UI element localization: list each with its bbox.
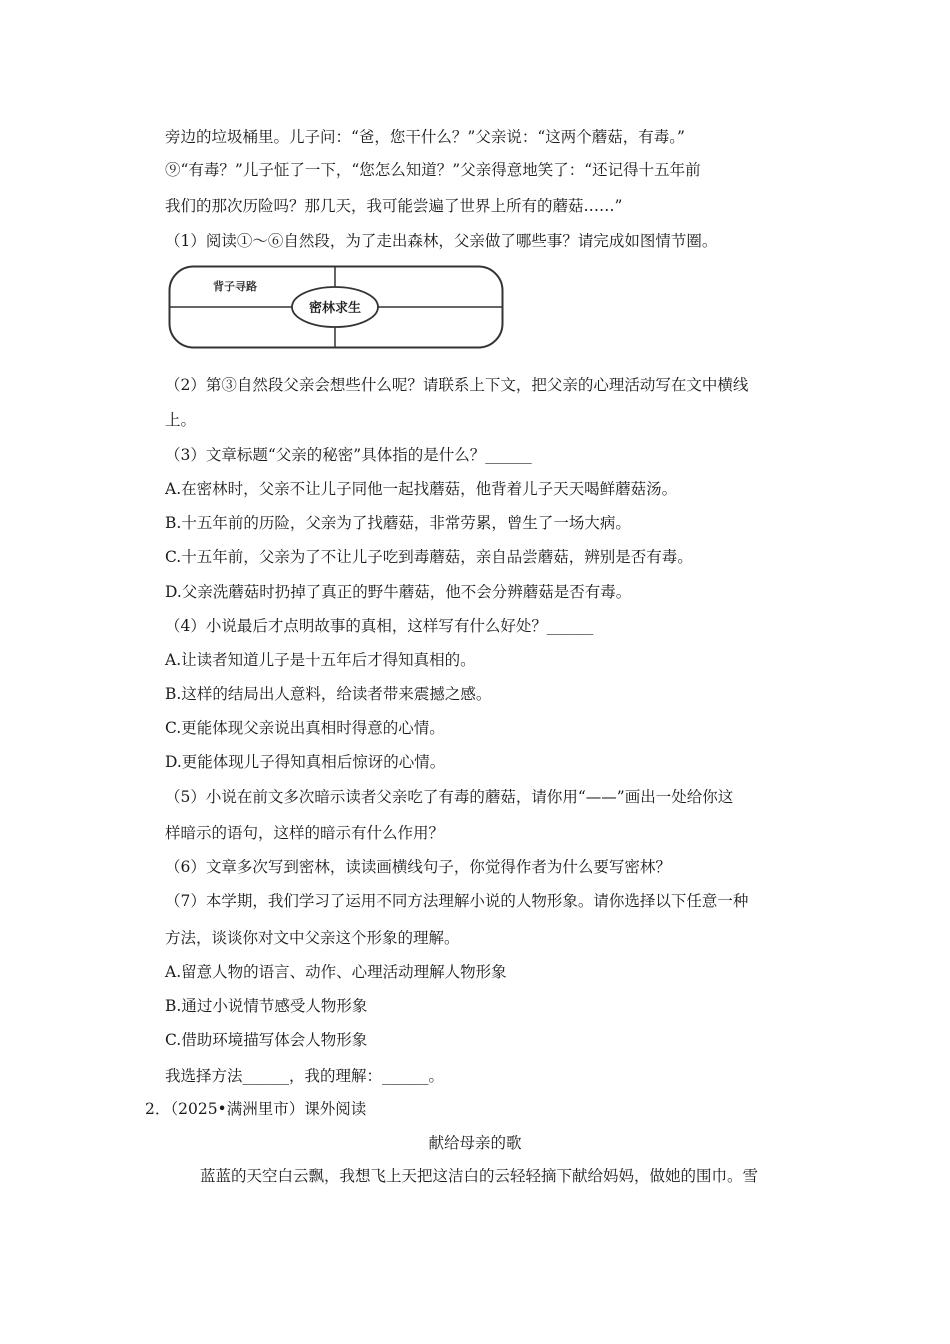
article-paragraph: 蓝蓝的天空白云飘，我想飞上天把这洁白的云轻轻摘下献给妈妈，做她的围巾。雪 [200, 1167, 759, 1185]
option-4d: D.更能体现儿子得知真相后惊讶的心情。 [165, 753, 446, 771]
plot-circle-diagram [168, 265, 504, 349]
option-4b: B.这样的结局出人意料，给读者带来震撼之感。 [165, 685, 492, 703]
option-3b: B.十五年前的历险，父亲为了找蘑菇，非常劳累，曾生了一场大病。 [165, 514, 631, 532]
question-3: （3）文章标题“父亲的秘密”具体指的是什么？______ [165, 446, 532, 464]
answer-line: 我选择方法______，我的理解：______。 [165, 1067, 445, 1085]
question-7: （7）本学期，我们学习了运用不同方法理解小说的人物形象。请你选择以下任意一种 [165, 892, 749, 910]
option-3d: D.父亲洗蘑菇时扔掉了真正的野牛蘑菇，他不会分辨蘑菇是否有毒。 [165, 583, 632, 601]
option-7b: B.通过小说情节感受人物形象 [165, 997, 368, 1015]
line-3: 我们的那次历险吗？那几天，我可能尝遍了世界上所有的蘑菇……” [165, 197, 623, 215]
question-6: （6）文章多次写到密林，读读画横线句子，你觉得作者为什么要写密林？ [165, 858, 671, 876]
question-2-cont: 上。 [165, 411, 197, 429]
option-4a: A.让读者知道儿子是十五年后才得知真相的。 [165, 651, 476, 669]
question-5-cont: 样暗示的语句，这样的暗示有什么作用？ [165, 824, 445, 842]
question-2: （2）第③自然段父亲会想些什么呢？请联系上下文，把父亲的心理活动写在文中横线 [165, 376, 749, 394]
question-5: （5）小说在前文多次暗示读者父亲吃了有毒的蘑菇，请你用“——”画出一处给你这 [165, 788, 734, 806]
diagram-center-label: 密林求生 [308, 301, 362, 316]
question-7-cont: 方法，谈谈你对文中父亲这个形象的理解。 [165, 929, 460, 947]
article-title: 献给母亲的歌 [428, 1134, 522, 1152]
question-4: （4）小说最后才点明故事的真相，这样写有什么好处？______ [165, 617, 594, 635]
line-1: 旁边的垃圾桶里。儿子问：“爸，您干什么？”父亲说：“这两个蘑菇，有毒。” [165, 128, 685, 146]
option-3a: A.在密林时，父亲不让儿子同他一起找蘑菇，他背着儿子天天喝鲜蘑菇汤。 [165, 480, 678, 498]
option-3c: C.十五年前，父亲为了不让儿子吃到毒蘑菇，亲自品尝蘑菇，辨别是否有毒。 [165, 548, 693, 566]
line-2: ⑨“有毒？”儿子怔了一下，“您怎么知道？”父亲得意地笑了：“还记得十五年前 [165, 161, 701, 179]
question-1: （1）阅读①～⑥自然段，为了走出森林，父亲做了哪些事？请完成如图情节圈。 [165, 232, 718, 250]
diagram-top-left-label: 背子寻路 [213, 280, 257, 293]
section-2-heading: 2．（2025•满洲里市）课外阅读 [145, 1100, 367, 1118]
option-4c: C.更能体现父亲说出真相时得意的心情。 [165, 719, 445, 737]
option-7c: C.借助环境描写体会人物形象 [165, 1031, 368, 1049]
option-7a: A.留意人物的语言、动作、心理活动理解人物形象 [165, 963, 507, 981]
